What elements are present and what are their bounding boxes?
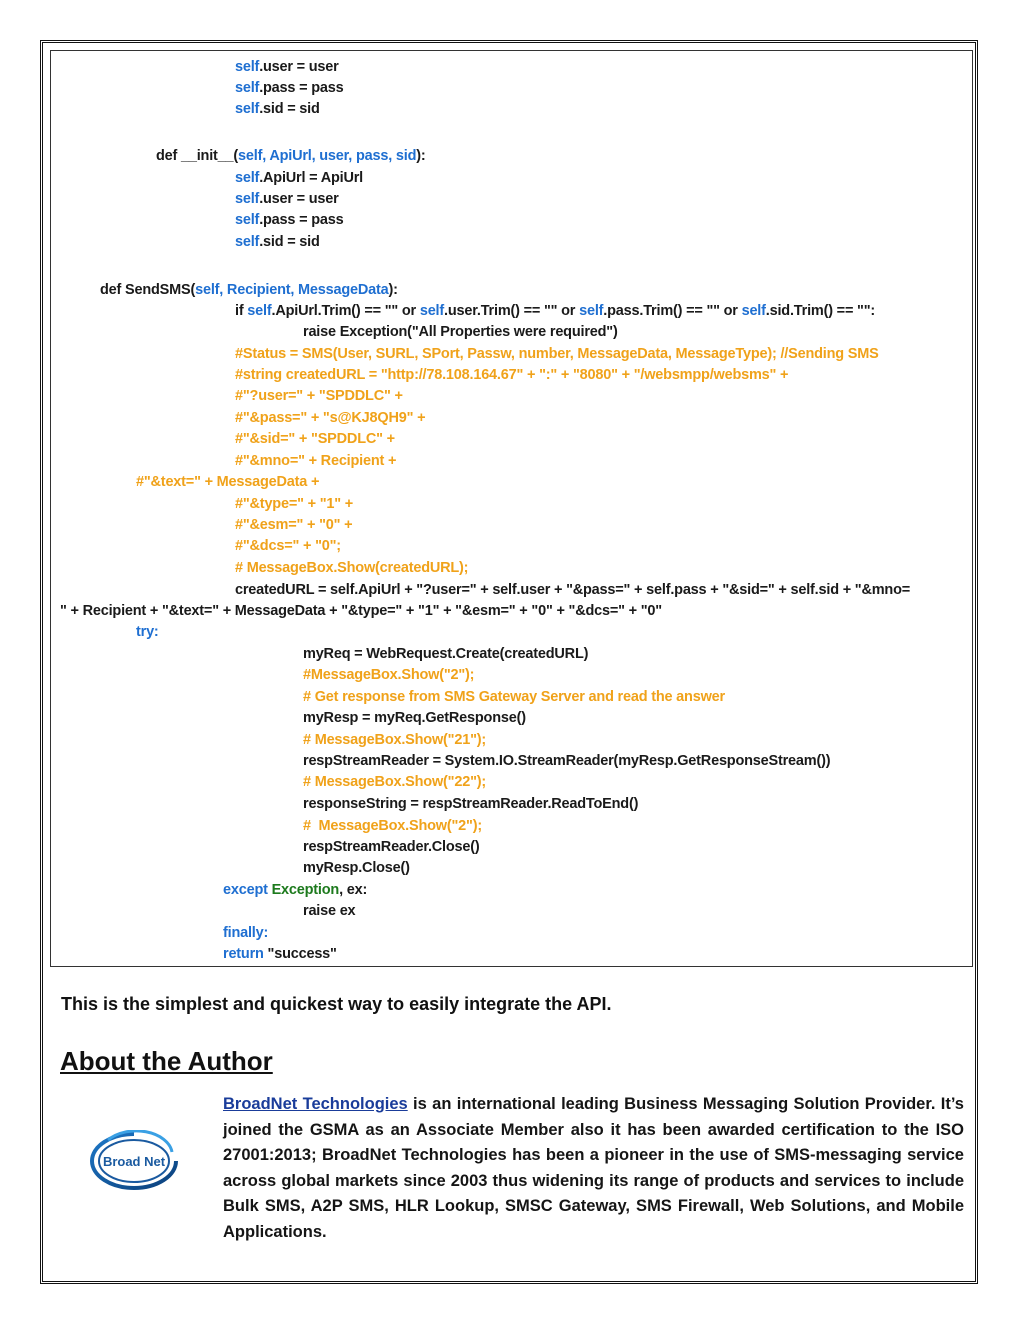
code-line [235,99,320,119]
code-line [235,301,875,321]
about-heading: About the Author [60,1046,273,1076]
code-token: #MessageBox.Show("2"); [303,667,475,683]
code-token: myResp = myReq.GetResponse() [303,710,526,726]
code-token: ): [388,282,398,298]
code-token: def __init__( [156,148,239,164]
code-token: .user.Trim() == "" or [444,303,580,319]
code-token: return [223,946,268,962]
code-line [235,408,425,428]
code-line [303,751,830,771]
code-token: #"&pass=" + "s@KJ8QH9" + [235,410,426,426]
code-line [235,536,341,556]
code-line [303,837,480,857]
code-token: #"&sid=" + "SPDDLC" + [235,431,395,447]
code-token: self [235,234,260,250]
code-line [136,472,319,492]
code-token: self [235,212,260,228]
code-token: #"&mno=" + Recipient + [235,453,397,469]
code-token: self, ApiUrl, user, pass, sid [238,148,417,164]
code-line [303,665,474,685]
code-token: # MessageBox.Show(createdURL); [235,560,469,576]
code-line [303,322,618,342]
code-line [235,78,343,98]
code-token: # MessageBox.Show("2"); [303,818,482,834]
code-line [303,858,410,878]
code-line [303,772,486,792]
code-line [60,601,662,621]
code-token: createdURL = self.ApiUrl + "?user=" + self.user + "&pass=" + self.pass + "&sid=" + self.sid + "&mno= [235,582,911,598]
code-token: "success" [267,946,337,962]
code-line [100,280,398,300]
code-block [50,50,973,967]
code-line [136,622,159,642]
code-token: #"?user=" + "SPDDLC" + [235,388,403,404]
code-token: .ApiUrl.Trim() == "" or [271,303,420,319]
code-token: finally: [223,925,269,941]
code-token: responseString = respStreamReader.ReadToEnd() [303,796,639,812]
code-token: " + Recipient + "&text=" + MessageData + "&type=" + "1" + "&esm=" + "0" + "&dcs=" + "0" [60,603,662,619]
code-token: # MessageBox.Show("22"); [303,774,486,790]
code-line [235,168,363,188]
code-line [235,580,910,600]
bio-text: is an international leading Business Messaging Solution Provider. It’s joined the GSMA as an Associate Member also it has been awarded certification to the ISO 27001:2013; BroadNet Technologies has been a pioneer in the use of SMS-messaging service across global markets since 2003 thus widening its range of products and services to include Bulk SMS, A2P SMS, HLR Lookup, SMSC Gateway, SMS Firewall, Web Solutions, and Mobile Applications. [223,1095,964,1241]
broadnet-logo [88,1130,180,1192]
code-line [235,386,403,406]
code-token: #"&dcs=" + "0"; [235,538,341,554]
code-token: .sid = sid [259,101,320,117]
code-token: myResp.Close() [303,860,410,876]
code-token: myReq = WebRequest.Create(createdURL) [303,646,589,662]
broadnet-link[interactable]: BroadNet Technologies [223,1095,408,1113]
code-line [235,451,396,471]
code-token: , ex: [339,882,368,898]
code-token: #"&text=" + MessageData + [136,474,320,490]
code-line [235,365,788,385]
code-token: respStreamReader = System.IO.StreamReader(myResp.GetResponseStream()) [303,753,831,769]
code-token: Exception [271,882,340,898]
code-token: respStreamReader.Close() [303,839,480,855]
code-token: .sid = sid [259,234,320,250]
code-line [235,558,468,578]
code-line [303,708,526,728]
code-token: # MessageBox.Show("21"); [303,732,486,748]
code-token: try: [136,624,159,640]
code-token: .ApiUrl = ApiUrl [259,170,364,186]
code-line [235,429,395,449]
code-token: self [235,80,260,96]
code-token: raise ex [303,903,356,919]
code-line [303,794,638,814]
code-token: self [235,59,260,75]
code-token: #"&esm=" + "0" + [235,517,353,533]
code-token: .pass.Trim() == "" or [603,303,742,319]
code-token: self, Recipient, MessageData [195,282,389,298]
code-line [235,57,339,77]
code-token: def SendSMS( [100,282,196,298]
code-token: raise Exception("All Properties were required") [303,324,618,340]
code-line [303,730,486,750]
code-line [156,146,426,166]
code-line [303,644,588,664]
code-token: .user = user [259,59,339,75]
author-bio [223,1092,964,1245]
code-token: self [579,303,604,319]
code-token: .pass = pass [259,80,344,96]
code-line [235,494,353,514]
code-line [303,816,482,836]
code-line [223,880,367,900]
code-token: # Get response from SMS Gateway Server and read the answer [303,689,725,705]
code-line [235,210,343,230]
code-token: self [235,101,260,117]
logo-text: Broad Net [102,1154,166,1169]
code-token: self [419,303,445,319]
code-token: if [235,303,248,319]
code-line [235,344,879,364]
code-line [235,515,352,535]
code-token: #"&type=" + "1" + [235,496,354,512]
code-token: #string createdURL = "http://78.108.164.67" + ":" + "8080" + "/websmpp/websms" + [235,367,789,383]
code-token: except [223,882,272,898]
code-token: .pass = pass [259,212,344,228]
code-token: self [247,303,272,319]
code-line [223,944,337,964]
code-token: self [235,170,260,186]
code-token: self [235,191,260,207]
summary-text: This is the simplest and quickest way to easily integrate the API. [61,994,612,1014]
code-line [303,687,725,707]
code-line [235,189,339,209]
code-line [303,901,355,921]
code-line [235,232,320,252]
code-token: self [741,303,766,319]
code-token: .sid.Trim() == "": [765,303,876,319]
code-token: ): [416,148,426,164]
code-line [223,923,268,943]
code-token: .user = user [259,191,339,207]
code-token: #Status = SMS(User, SURL, SPort, Passw, number, MessageData, MessageType); //Sending SMS [235,346,879,362]
